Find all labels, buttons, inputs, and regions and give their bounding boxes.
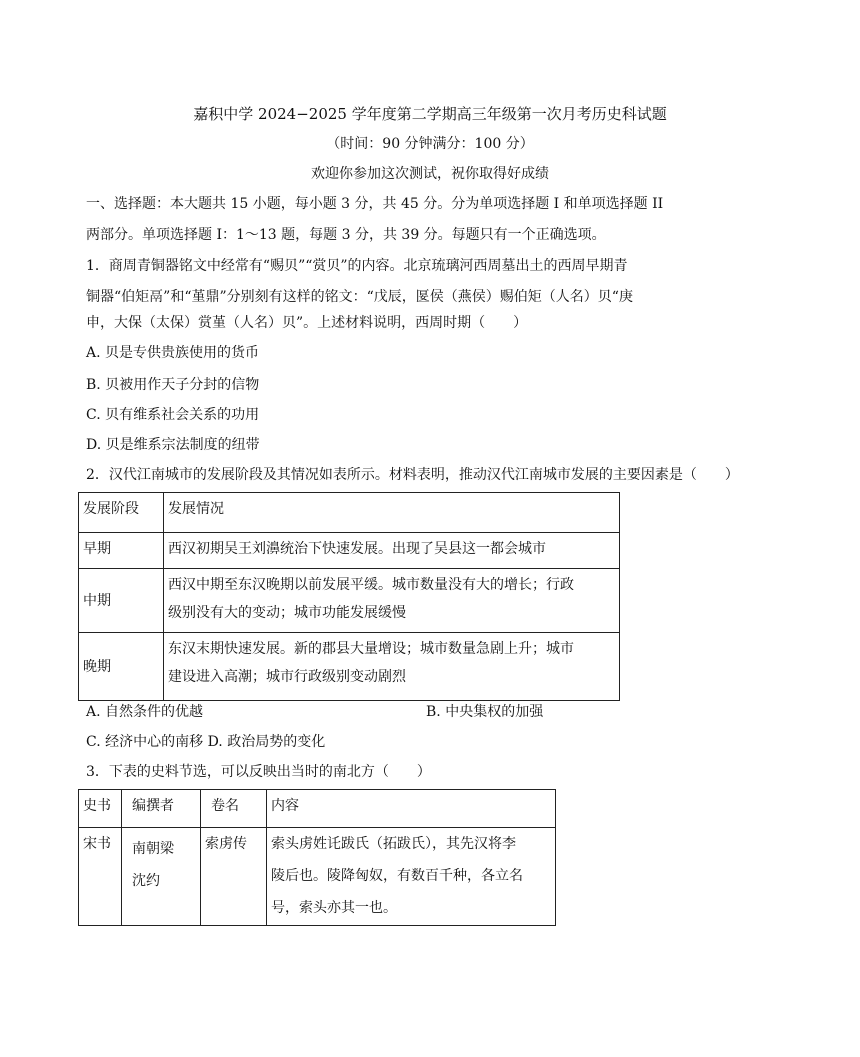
- exam-title: 嘉积中学 2024−2025 学年度第二学期高三年级第一次月考历史科试题: [193, 105, 667, 123]
- table-row: [79, 569, 620, 633]
- table-cell-chapter: 索虏传: [201, 828, 267, 926]
- q1-option-a[interactable]: A. 贝是专供贵族使用的货币: [86, 345, 260, 361]
- q2-option-a[interactable]: A. 自然条件的优越: [86, 704, 204, 720]
- table-cell-stage: 早期: [79, 533, 164, 569]
- q1-stem-line3: 申，大保（太保）赏堇（人名）贝”。上述材料说明，西周时期（ ）: [86, 315, 528, 331]
- table-cell-stage: 晚期: [79, 633, 164, 701]
- q2-option-b[interactable]: B. 中央集权的加强: [426, 704, 544, 720]
- table-cell-content: 索头虏姓讬跋氏（拓跋氏），其先汉将李 陵后也。陵降匈奴，有数百千种，各立名 号，索头亦其一也。: [267, 828, 556, 926]
- table-row: [79, 533, 620, 569]
- table-cell-stage: 中期: [79, 569, 164, 633]
- exam-time-info: （时间：90 分钟满分：100 分）: [326, 136, 534, 152]
- q2-table: [78, 492, 620, 701]
- q1-option-b[interactable]: B. 贝被用作天子分封的信物: [86, 377, 260, 393]
- q3-stem: 3．下表的史料节选，可以反映出当时的南北方（ ）: [86, 764, 431, 780]
- table-header-cell: 编撰者: [122, 790, 201, 828]
- q3-table: [78, 789, 556, 926]
- table-cell-description: 东汉末期快速发展。新的郡县大量增设；城市数量急剧上升；城市 建设进入高潮；城市行政级别变动剧烈: [164, 633, 620, 701]
- q1-stem-line1: 1．商周青铜器铭文中经常有“赐贝”“赏贝”的内容。北京琉璃河西周墓出土的西周早期青: [86, 258, 628, 274]
- table-cell-description: 西汉中期至东汉晚期以前发展平缓。城市数量没有大的增长；行政 级别没有大的变动；城市功能发展缓慢: [164, 569, 620, 633]
- table-header-row: [79, 790, 556, 828]
- table-row: [79, 633, 620, 701]
- table-row: [79, 828, 556, 926]
- table-header-cell: 卷名: [201, 790, 267, 828]
- q2-stem: 2．汉代江南城市的发展阶段及其情况如表所示。材料表明，推动汉代江南城市发展的主要因素是（ ）: [86, 467, 739, 483]
- table-header-row: [79, 493, 620, 533]
- q2-option-c-d[interactable]: C. 经济中心的南移 D. 政治局势的变化: [86, 734, 326, 750]
- section-instructions-line2: 两部分。单项选择题 I：1～13 题，每题 3 分，共 39 分。每题只有一个正确选项。: [86, 227, 606, 243]
- section-instructions-line1: 一、选择题：本大题共 15 小题，每小题 3 分，共 45 分。分为单项选择题 I 和单项选择题 II: [86, 196, 664, 212]
- table-header-cell: 发展阶段: [79, 493, 164, 533]
- table-header-cell: 史书: [79, 790, 122, 828]
- q1-option-c[interactable]: C. 贝有维系社会关系的功用: [86, 407, 260, 423]
- welcome-message: 欢迎你参加这次测试，祝你取得好成绩: [311, 166, 549, 182]
- table-header-cell: 内容: [267, 790, 556, 828]
- q1-option-d[interactable]: D. 贝是维系宗法制度的纽带: [86, 437, 260, 453]
- table-cell-author: 南朝梁 沈约: [122, 828, 201, 926]
- q1-stem-line2: 铜器“伯矩鬲”和“堇鼎”分别刻有这样的铭文：“戊辰，匽侯（燕侯）赐伯矩（人名）贝“庚: [86, 289, 633, 305]
- table-cell-book: 宋书: [79, 828, 122, 926]
- table-cell-description: 西汉初期吴王刘濞统治下快速发展。出现了吴县这一都会城市: [164, 533, 620, 569]
- table-header-cell: 发展情况: [164, 493, 620, 533]
